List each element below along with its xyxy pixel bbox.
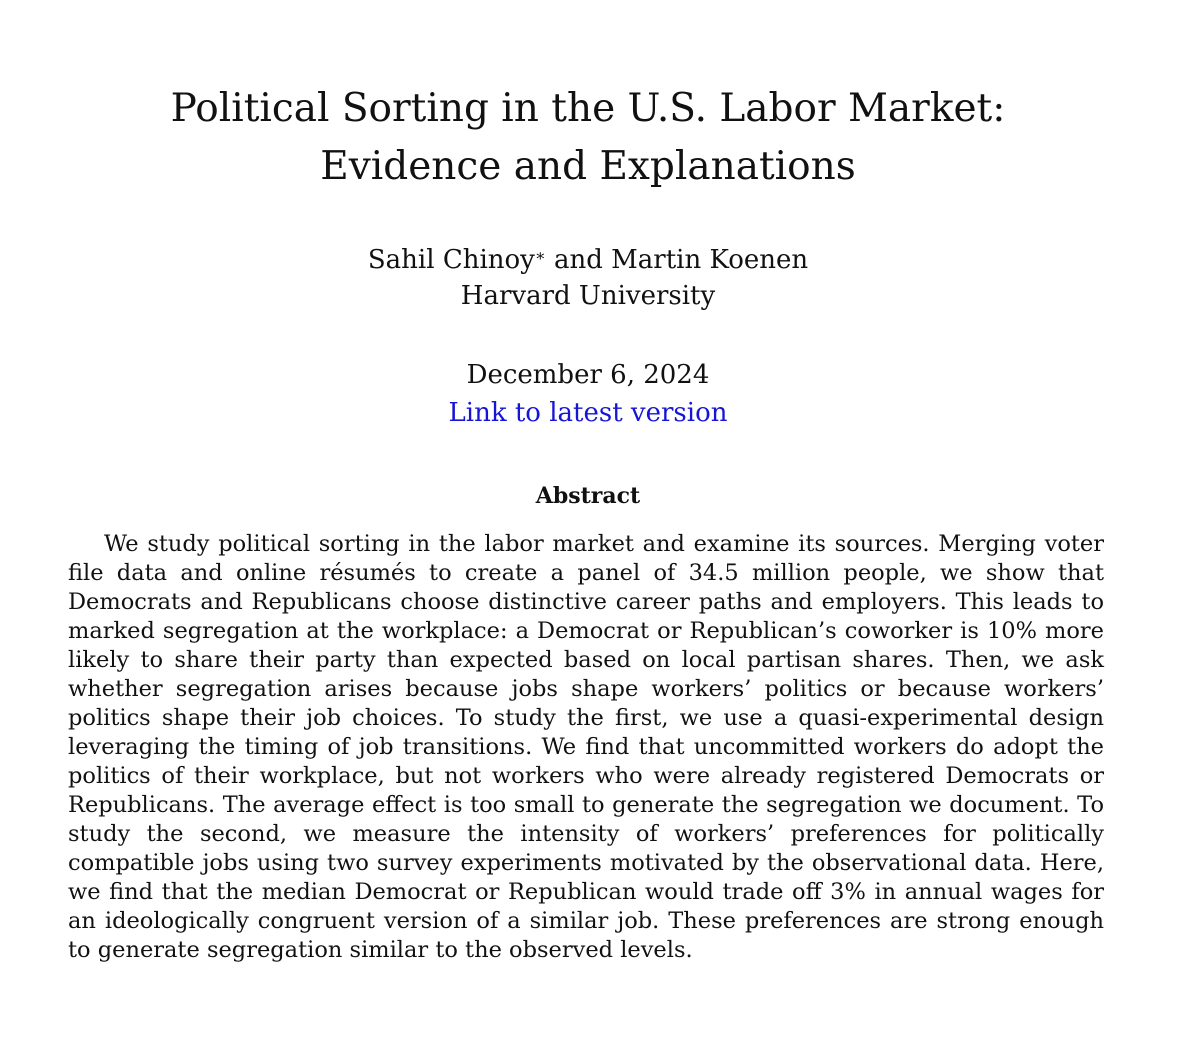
affiliation: Harvard University bbox=[460, 281, 716, 311]
author-conjunction: and bbox=[545, 245, 612, 275]
latest-version-link[interactable]: Link to latest version bbox=[448, 398, 728, 428]
date-block bbox=[0, 356, 1176, 432]
footnote-mark: ∗ bbox=[534, 246, 546, 265]
author-name-2: Martin Koenen bbox=[611, 245, 809, 275]
abstract-heading: Abstract bbox=[535, 483, 641, 509]
title-line-1: Political Sorting in the U.S. Labor Market: bbox=[170, 86, 1006, 131]
publication-date: December 6, 2024 bbox=[466, 360, 710, 390]
paper-title bbox=[0, 80, 1176, 196]
abstract-body: We study political sorting in the labor market and examine its sources. Merging voter file data and online résumés to create a panel of 34.5 million people, we show that Democrats and Republicans choose distinctive career paths and employers. This leads to marked segregation at the workplace: a Democrat or Republican’s coworker is 10% more likely to share their party than expected based on local partisan shares. Then, we ask whether segregation arises because jobs shape workers’ politics or because workers’ politics shape their job choices. To study the first, we use a quasi-experimental design leveraging the timing of job transitions. We find that uncommitted workers do adopt the politics of their workplace, but not workers who were already registered Democrats or Republicans. The average effect is too small to generate the segregation we document. To study the second, we measure the intensity of workers’ preferences for politically compatible jobs using two survey experiments motivated by the observational data. Here, we find that the median Democrat or Republican would trade off 3% in annual wages for an ideologically congruent version of a similar job. These preferences are strong enough to generate segregation similar to the observed levels. bbox=[68, 531, 1104, 963]
author-line bbox=[0, 242, 1176, 278]
author-block bbox=[0, 242, 1176, 314]
author-name-1: Sahil Chinoy bbox=[367, 245, 535, 275]
title-line-2: Evidence and Explanations bbox=[320, 144, 856, 189]
